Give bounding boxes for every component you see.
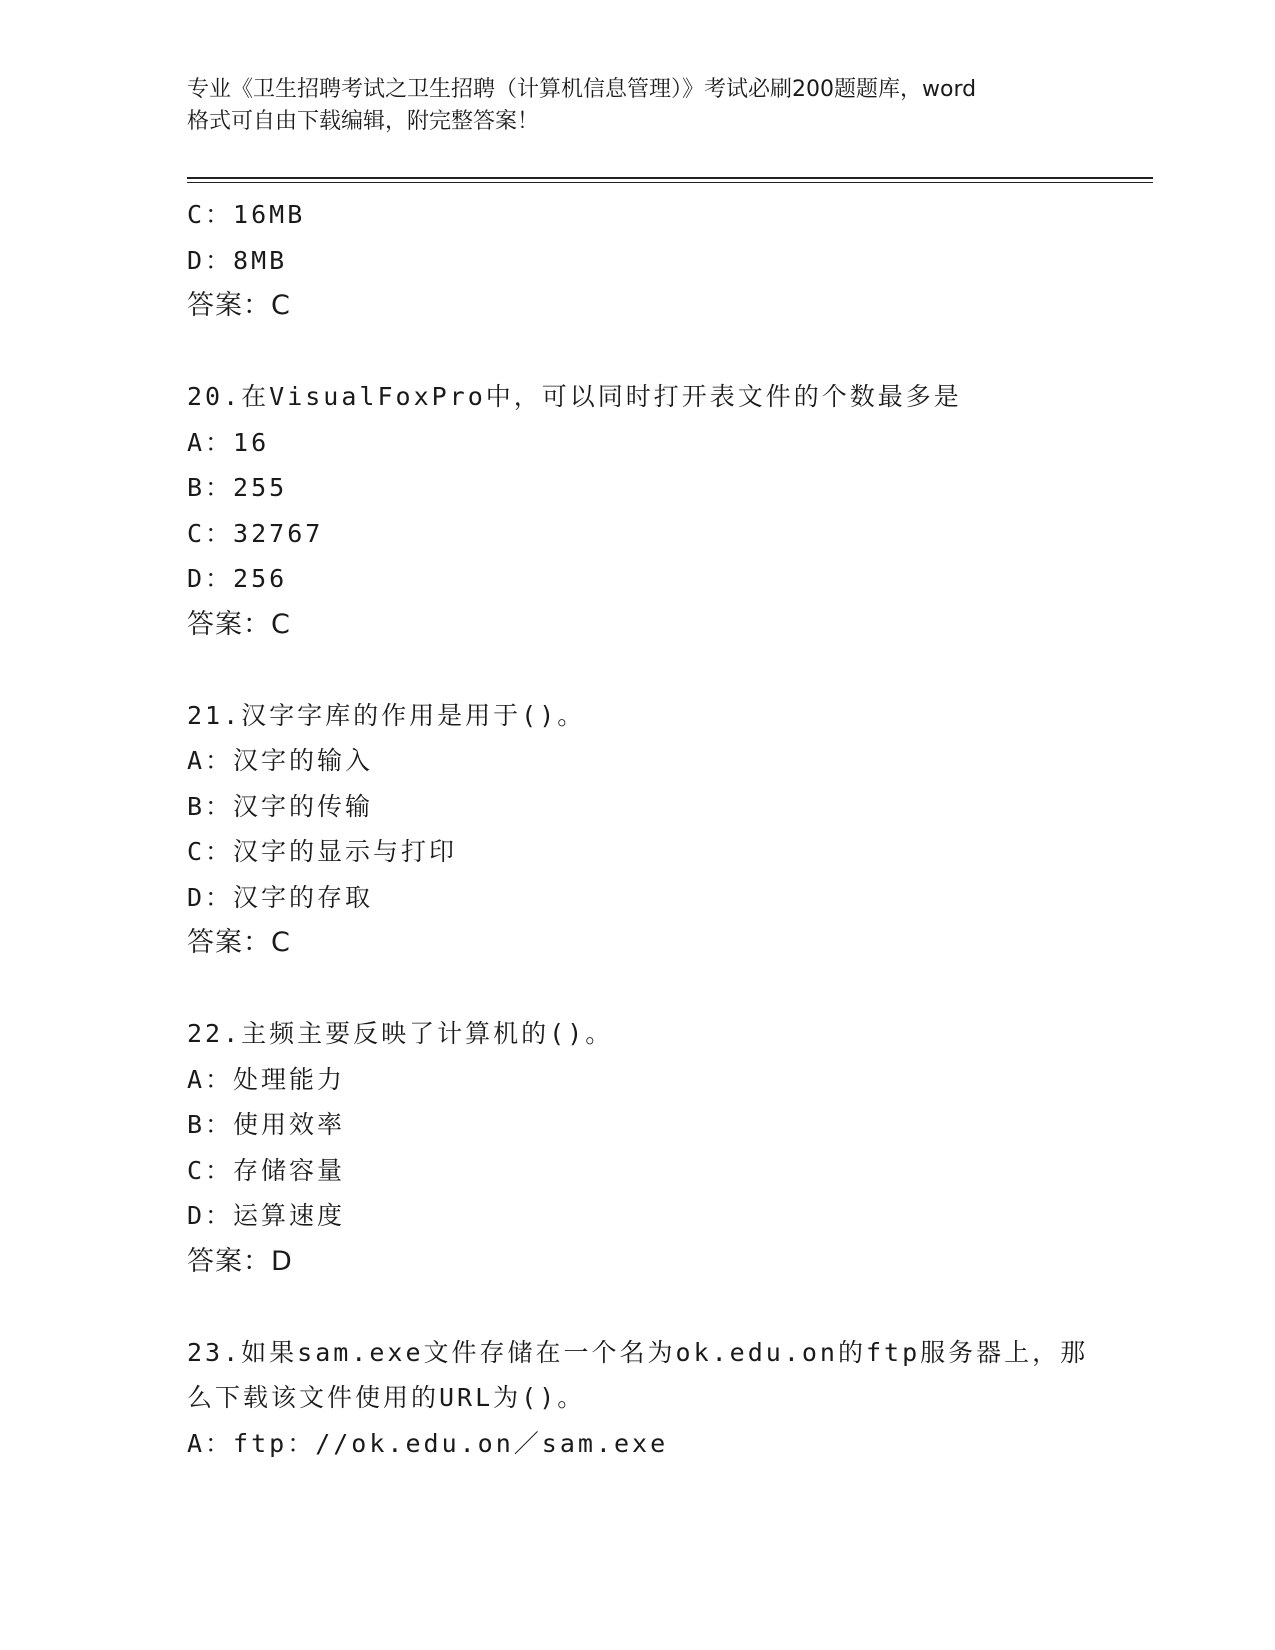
option-b: B：汉字的传输 xyxy=(187,791,374,821)
spacer xyxy=(187,1284,1153,1330)
question-text: 20.在VisualFoxPro中，可以同时打开表文件的个数最多是 xyxy=(187,382,962,411)
answer: 答案：C xyxy=(187,927,291,958)
option-a: A：处理能力 xyxy=(187,1064,346,1094)
question-text: 21.汉字字库的作用是用于()。 xyxy=(187,700,586,730)
question-22 xyxy=(187,1011,1153,1284)
option-a: A：汉字的输入 xyxy=(187,746,374,775)
question-20 xyxy=(187,374,1153,647)
option-d: D：256 xyxy=(187,564,288,593)
option-c: C：32767 xyxy=(187,518,324,548)
header-line-2: 格式可自由下载编辑，附完整答案！ xyxy=(187,109,540,134)
answer: 答案：C xyxy=(187,608,291,640)
option-a: A：ftp：//ok.edu.on／sam.exe xyxy=(187,1428,669,1458)
question-21 xyxy=(187,693,1153,966)
option-d: D：8MB xyxy=(187,245,288,275)
question-text-continued: 么下载该文件使用的URL为()。 xyxy=(187,1383,586,1412)
question-text: 23.如果sam.exe文件存储在一个名为ok.edu.on的ftp服务器上，那 xyxy=(187,1337,1089,1367)
option-d: D：运算速度 xyxy=(187,1201,346,1230)
option-c: C：汉字的显示与打印 xyxy=(187,837,458,866)
option-c: C：存储容量 xyxy=(187,1155,346,1185)
option-c: C：16MB xyxy=(187,200,306,229)
question-list xyxy=(187,192,1153,1466)
document-header xyxy=(187,74,1087,138)
option-d: D：汉字的存取 xyxy=(187,882,374,912)
option-a: A：16 xyxy=(187,427,270,457)
spacer xyxy=(187,329,1153,375)
option-b: B：使用效率 xyxy=(187,1110,346,1139)
question-23 xyxy=(187,1330,1153,1467)
answer: 答案：D xyxy=(187,1245,293,1277)
question-text: 22.主频主要反映了计算机的()。 xyxy=(187,1019,614,1048)
spacer xyxy=(187,647,1153,693)
option-b: B：255 xyxy=(187,473,288,502)
spacer xyxy=(187,966,1153,1012)
question-19-fragment xyxy=(187,192,1153,329)
header-divider-thin xyxy=(187,182,1153,183)
header-divider-thick xyxy=(187,177,1153,179)
header-line-1: 专业《卫生招聘考试之卫生招聘（计算机信息管理）》考试必刷200题题库，word xyxy=(187,77,977,102)
answer: 答案：C xyxy=(187,290,291,321)
